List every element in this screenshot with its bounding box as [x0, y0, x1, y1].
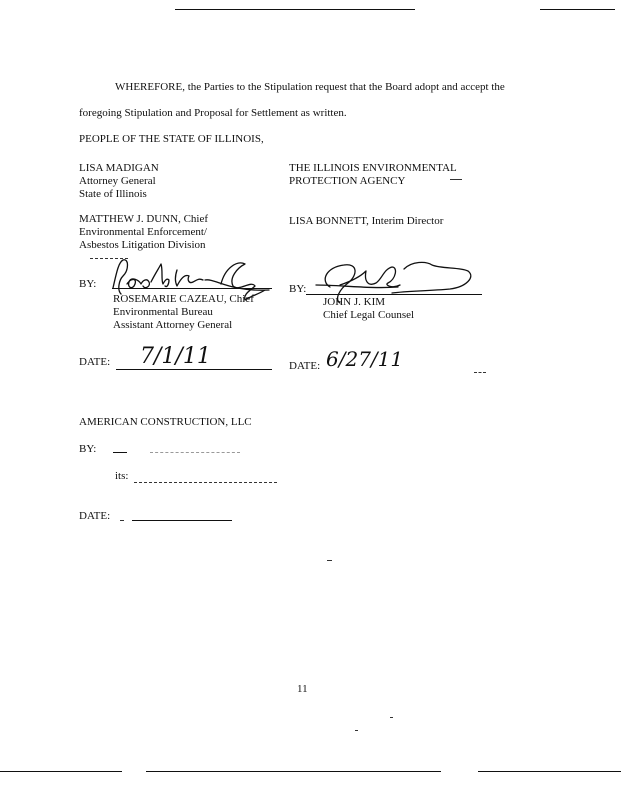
- scan-mark: [327, 560, 332, 561]
- left-date-label: DATE:: [79, 356, 111, 368]
- company-name: AMERICAN CONSTRUCTION, LLC: [79, 416, 252, 428]
- scan-mark: [120, 520, 124, 521]
- left-party-title-1: Attorney General: [79, 175, 156, 187]
- right-signer-title: Chief Legal Counsel: [323, 309, 415, 321]
- scan-edge-bottom-mid: [146, 771, 441, 772]
- left-party-title-2: State of Illinois: [79, 188, 147, 200]
- left-date-value: 7/1/11: [140, 344, 211, 369]
- right-date-label: DATE:: [289, 360, 321, 372]
- right-date-value: 6/27/11: [326, 347, 404, 371]
- left-signer-title-2: Assistant Attorney General: [113, 319, 233, 331]
- paragraph-line-1: WHEREFORE, the Parties to the Stipulation request that the Board adopt and accept the: [115, 81, 505, 93]
- company-signature-line-faint: [150, 452, 240, 453]
- right-party-name-1: THE ILLINOIS ENVIRONMENTAL: [289, 162, 457, 174]
- left-official-title-1: Environmental Enforcement/: [79, 226, 207, 238]
- scan-edge-top: [175, 9, 415, 10]
- paragraph-line-2: foregoing Stipulation and Proposal for Settlement as written.: [79, 107, 347, 119]
- left-by-label: BY:: [79, 278, 97, 290]
- company-its-line: [134, 482, 277, 483]
- company-date-line: [132, 520, 232, 521]
- company-signature-line: [113, 452, 127, 453]
- scan-edge-top-right: [540, 9, 615, 10]
- left-signer-name: ROSEMARIE CAZEAU, Chief: [113, 293, 254, 305]
- left-date-line: [116, 369, 272, 370]
- scan-mark: [355, 730, 358, 731]
- company-date-label: DATE:: [79, 510, 111, 522]
- left-official-title-2: Asbestos Litigation Division: [79, 239, 206, 251]
- right-official-name: LISA BONNETT, Interim Director: [289, 215, 444, 227]
- scan-edge-bottom-left: [0, 771, 122, 772]
- right-party-name-2: PROTECTION AGENCY: [289, 175, 406, 187]
- left-signer-title-1: Environmental Bureau: [113, 306, 213, 318]
- scan-edge-bottom-right: [478, 771, 621, 772]
- people-heading: PEOPLE OF THE STATE OF ILLINOIS,: [79, 133, 264, 145]
- scan-mark: [474, 372, 486, 373]
- right-signer-name: JOHN J. KIM: [323, 296, 386, 308]
- scan-mark: [390, 717, 393, 718]
- scan-mark: [450, 179, 462, 180]
- left-official-name: MATTHEW J. DUNN, Chief: [79, 213, 209, 225]
- company-by-label: BY:: [79, 443, 97, 455]
- right-by-label: BY:: [289, 283, 307, 295]
- page-number: 11: [297, 683, 308, 695]
- company-its-label: its:: [115, 470, 129, 482]
- left-party-name: LISA MADIGAN: [79, 162, 159, 174]
